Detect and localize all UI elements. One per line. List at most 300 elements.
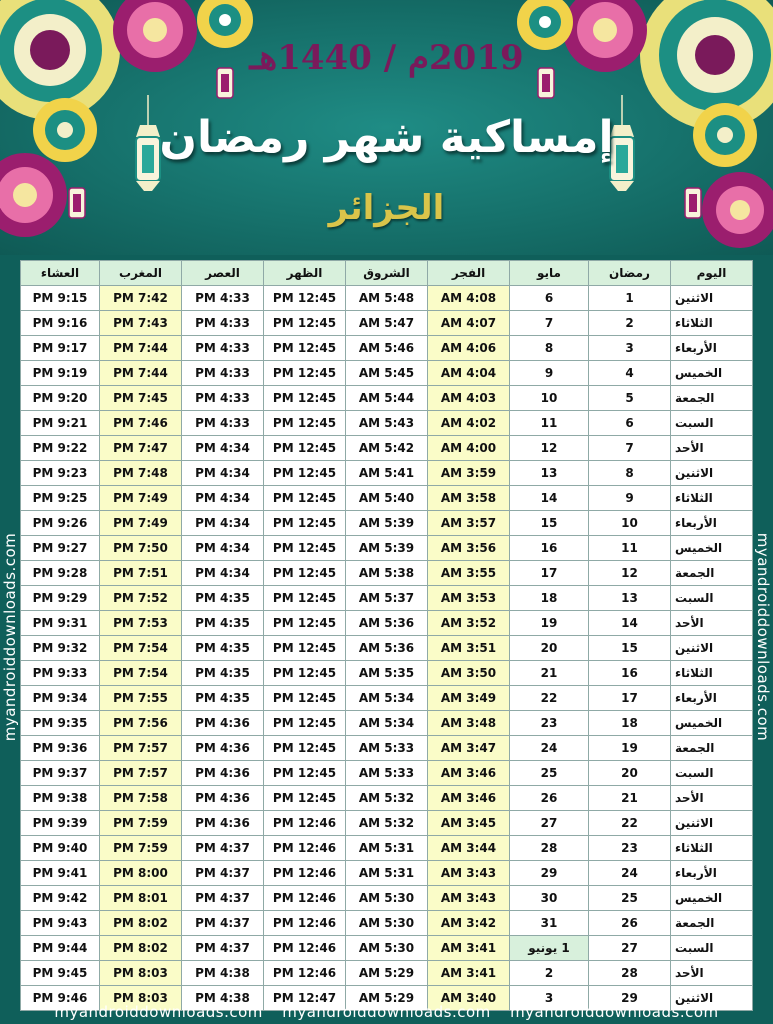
table-cell: 5:33 AM bbox=[346, 761, 428, 786]
table-cell: 10 bbox=[510, 386, 589, 411]
table-cell: 4:37 PM bbox=[182, 936, 264, 961]
table-cell: 9:46 PM bbox=[21, 986, 100, 1011]
table-cell: 7:57 PM bbox=[100, 736, 182, 761]
table-cell: 9:22 PM bbox=[21, 436, 100, 461]
table-cell: 20 bbox=[589, 761, 671, 786]
table-row bbox=[21, 761, 753, 786]
column-header: الظهر bbox=[264, 261, 346, 286]
table-cell: 9:40 PM bbox=[21, 836, 100, 861]
table-cell: 12:45 PM bbox=[264, 736, 346, 761]
table-cell: 5:30 AM bbox=[346, 886, 428, 911]
table-cell: 5 bbox=[589, 386, 671, 411]
table-cell: 8:01 PM bbox=[100, 886, 182, 911]
table-cell: 9:21 PM bbox=[21, 411, 100, 436]
table-cell: 4:33 PM bbox=[182, 311, 264, 336]
table-cell: 12:45 PM bbox=[264, 636, 346, 661]
table-row bbox=[21, 911, 753, 936]
table-cell: 14 bbox=[589, 611, 671, 636]
table-cell: 28 bbox=[589, 961, 671, 986]
table-row bbox=[21, 661, 753, 686]
table-cell: 12:45 PM bbox=[264, 511, 346, 536]
table-cell: 9 bbox=[510, 361, 589, 386]
table-cell: الأربعاء bbox=[671, 336, 753, 361]
table-cell: 5:36 AM bbox=[346, 611, 428, 636]
table-row bbox=[21, 736, 753, 761]
table-cell: 30 bbox=[510, 886, 589, 911]
table-cell: 3:43 AM bbox=[428, 886, 510, 911]
table-cell: 4:04 AM bbox=[428, 361, 510, 386]
table-cell: 11 bbox=[589, 536, 671, 561]
table-row bbox=[21, 286, 753, 311]
table-cell: 9:28 PM bbox=[21, 561, 100, 586]
table-cell: 3:41 AM bbox=[428, 961, 510, 986]
table-cell: 7:49 PM bbox=[100, 486, 182, 511]
table-cell: 5:40 AM bbox=[346, 486, 428, 511]
imsakia-table bbox=[20, 260, 753, 1011]
table-cell: 12:45 PM bbox=[264, 536, 346, 561]
table-cell: 27 bbox=[510, 811, 589, 836]
table-cell: 4:33 PM bbox=[182, 411, 264, 436]
table-cell: 4:34 PM bbox=[182, 436, 264, 461]
table-row bbox=[21, 311, 753, 336]
table-cell: 4:37 PM bbox=[182, 861, 264, 886]
table-cell: 5:33 AM bbox=[346, 736, 428, 761]
table-cell: 3:55 AM bbox=[428, 561, 510, 586]
table-cell: 4:33 PM bbox=[182, 361, 264, 386]
table-cell: الخميس bbox=[671, 886, 753, 911]
table-cell: 5:39 AM bbox=[346, 511, 428, 536]
page-title: إمساكية شهر رمضان bbox=[159, 112, 614, 163]
table-cell: 7:59 PM bbox=[100, 811, 182, 836]
table-cell: 4:35 PM bbox=[182, 636, 264, 661]
footer-watermark bbox=[0, 1003, 773, 1024]
table-cell: 23 bbox=[589, 836, 671, 861]
table-cell: 7:47 PM bbox=[100, 436, 182, 461]
table-cell: الخميس bbox=[671, 711, 753, 736]
table-cell: 7 bbox=[510, 311, 589, 336]
table-cell: 9:15 PM bbox=[21, 286, 100, 311]
table-cell: 12:45 PM bbox=[264, 661, 346, 686]
table-cell: 16 bbox=[510, 536, 589, 561]
table-cell: الأحد bbox=[671, 786, 753, 811]
table-cell: 3:46 AM bbox=[428, 761, 510, 786]
table-cell: 8:03 PM bbox=[100, 986, 182, 1011]
table-cell: 7:44 PM bbox=[100, 336, 182, 361]
right-watermark bbox=[753, 262, 773, 1012]
table-cell: 24 bbox=[589, 861, 671, 886]
table-cell: الجمعة bbox=[671, 386, 753, 411]
table-cell: 12:47 PM bbox=[264, 986, 346, 1011]
table-cell: 3:50 AM bbox=[428, 661, 510, 686]
table-row bbox=[21, 486, 753, 511]
table-cell: 12:45 PM bbox=[264, 486, 346, 511]
table-cell: 12:45 PM bbox=[264, 411, 346, 436]
table-cell: 5:39 AM bbox=[346, 536, 428, 561]
table-cell: 8:03 PM bbox=[100, 961, 182, 986]
table-cell: 9:43 PM bbox=[21, 911, 100, 936]
table-cell: 4:37 PM bbox=[182, 911, 264, 936]
table-row bbox=[21, 686, 753, 711]
table-cell: 9:16 PM bbox=[21, 311, 100, 336]
column-header: العصر bbox=[182, 261, 264, 286]
table-cell: 7:49 PM bbox=[100, 511, 182, 536]
table-cell: 5:44 AM bbox=[346, 386, 428, 411]
table-cell: 12:46 PM bbox=[264, 886, 346, 911]
table-cell: 12:45 PM bbox=[264, 436, 346, 461]
table-cell: 4:37 PM bbox=[182, 886, 264, 911]
table-cell: 9:35 PM bbox=[21, 711, 100, 736]
table-cell: 7:56 PM bbox=[100, 711, 182, 736]
table-row bbox=[21, 336, 753, 361]
table-cell: 1 bbox=[589, 286, 671, 311]
table-cell: 4:36 PM bbox=[182, 711, 264, 736]
table-cell: 12:45 PM bbox=[264, 311, 346, 336]
table-cell: 3:59 AM bbox=[428, 461, 510, 486]
table-cell: 9:31 PM bbox=[21, 611, 100, 636]
table-cell: 24 bbox=[510, 736, 589, 761]
table-cell: 12:46 PM bbox=[264, 861, 346, 886]
table-cell: 7:53 PM bbox=[100, 611, 182, 636]
table-cell: 7:48 PM bbox=[100, 461, 182, 486]
table-cell: 4:34 PM bbox=[182, 536, 264, 561]
table-cell: 9:37 PM bbox=[21, 761, 100, 786]
table-cell: 5:31 AM bbox=[346, 836, 428, 861]
table-cell: 6 bbox=[510, 286, 589, 311]
table-cell: 4:06 AM bbox=[428, 336, 510, 361]
table-cell: 4:34 PM bbox=[182, 511, 264, 536]
table-cell: 8:00 PM bbox=[100, 861, 182, 886]
table-cell: 9:44 PM bbox=[21, 936, 100, 961]
table-cell: 10 bbox=[589, 511, 671, 536]
table-cell: 5:47 AM bbox=[346, 311, 428, 336]
table-cell: 13 bbox=[589, 586, 671, 611]
table-cell: السبت bbox=[671, 411, 753, 436]
table-cell: 22 bbox=[589, 811, 671, 836]
table-row bbox=[21, 511, 753, 536]
table-cell: 9:36 PM bbox=[21, 736, 100, 761]
table-cell: 4:03 AM bbox=[428, 386, 510, 411]
table-cell: 21 bbox=[510, 661, 589, 686]
table-cell: 5:32 AM bbox=[346, 786, 428, 811]
table-cell: 16 bbox=[589, 661, 671, 686]
table-cell: 1 يونيو bbox=[510, 936, 589, 961]
table-cell: 4:36 PM bbox=[182, 811, 264, 836]
table-cell: الأحد bbox=[671, 611, 753, 636]
table-cell: السبت bbox=[671, 586, 753, 611]
table-cell: 12:45 PM bbox=[264, 761, 346, 786]
table-cell: 2 bbox=[510, 961, 589, 986]
table-cell: 4:33 PM bbox=[182, 286, 264, 311]
table-cell: 4:02 AM bbox=[428, 411, 510, 436]
table-cell: 9:34 PM bbox=[21, 686, 100, 711]
schedule-table-wrapper bbox=[20, 260, 753, 1010]
table-cell: 5:41 AM bbox=[346, 461, 428, 486]
table-cell: 12:45 PM bbox=[264, 686, 346, 711]
table-cell: 27 bbox=[589, 936, 671, 961]
table-cell: الاثنين bbox=[671, 286, 753, 311]
table-cell: 3:58 AM bbox=[428, 486, 510, 511]
table-cell: 12:45 PM bbox=[264, 336, 346, 361]
table-row bbox=[21, 936, 753, 961]
table-cell: 9:25 PM bbox=[21, 486, 100, 511]
table-cell: 5:32 AM bbox=[346, 811, 428, 836]
table-cell: 7:58 PM bbox=[100, 786, 182, 811]
table-row bbox=[21, 611, 753, 636]
table-cell: 7:51 PM bbox=[100, 561, 182, 586]
table-cell: الأربعاء bbox=[671, 686, 753, 711]
table-cell: الأربعاء bbox=[671, 511, 753, 536]
table-cell: 5:48 AM bbox=[346, 286, 428, 311]
table-cell: 8 bbox=[589, 461, 671, 486]
table-cell: 7:45 PM bbox=[100, 386, 182, 411]
left-watermark bbox=[0, 262, 20, 1012]
table-cell: 4:35 PM bbox=[182, 686, 264, 711]
table-cell: 17 bbox=[510, 561, 589, 586]
table-cell: 26 bbox=[510, 786, 589, 811]
table-cell: الاثنين bbox=[671, 811, 753, 836]
column-header: الفجر bbox=[428, 261, 510, 286]
table-cell: 12:46 PM bbox=[264, 911, 346, 936]
table-cell: 3:57 AM bbox=[428, 511, 510, 536]
table-cell: 12:46 PM bbox=[264, 836, 346, 861]
watermark-text: myandroiddownloads.com bbox=[1, 532, 19, 742]
table-cell: 4:35 PM bbox=[182, 586, 264, 611]
table-cell: 4:07 AM bbox=[428, 311, 510, 336]
table-cell: 3:43 AM bbox=[428, 861, 510, 886]
table-cell: 2 bbox=[589, 311, 671, 336]
column-header: العشاء bbox=[21, 261, 100, 286]
table-cell: 9:27 PM bbox=[21, 536, 100, 561]
table-cell: 12:45 PM bbox=[264, 611, 346, 636]
table-cell: 12:46 PM bbox=[264, 811, 346, 836]
table-cell: 7:57 PM bbox=[100, 761, 182, 786]
table-cell: 13 bbox=[510, 461, 589, 486]
table-cell: الأربعاء bbox=[671, 861, 753, 886]
table-cell: 9:23 PM bbox=[21, 461, 100, 486]
table-cell: 3:52 AM bbox=[428, 611, 510, 636]
table-row bbox=[21, 711, 753, 736]
table-cell: 29 bbox=[510, 861, 589, 886]
table-cell: 9:17 PM bbox=[21, 336, 100, 361]
table-cell: الاثنين bbox=[671, 461, 753, 486]
table-cell: 31 bbox=[510, 911, 589, 936]
table-cell: الأحد bbox=[671, 436, 753, 461]
table-cell: 23 bbox=[510, 711, 589, 736]
table-cell: 14 bbox=[510, 486, 589, 511]
table-row bbox=[21, 386, 753, 411]
table-cell: 4:35 PM bbox=[182, 661, 264, 686]
table-row bbox=[21, 961, 753, 986]
table-cell: 5:38 AM bbox=[346, 561, 428, 586]
table-cell: 7:42 PM bbox=[100, 286, 182, 311]
table-cell: 4:00 AM bbox=[428, 436, 510, 461]
table-cell: 7:52 PM bbox=[100, 586, 182, 611]
table-cell: 11 bbox=[510, 411, 589, 436]
table-row bbox=[21, 461, 753, 486]
table-cell: الاثنين bbox=[671, 636, 753, 661]
table-cell: 4:34 PM bbox=[182, 561, 264, 586]
table-cell: 22 bbox=[510, 686, 589, 711]
table-cell: 8:02 PM bbox=[100, 911, 182, 936]
table-cell: 18 bbox=[510, 586, 589, 611]
table-cell: 5:35 AM bbox=[346, 661, 428, 686]
table-cell: 7:44 PM bbox=[100, 361, 182, 386]
table-cell: 3:42 AM bbox=[428, 911, 510, 936]
table-cell: 5:30 AM bbox=[346, 936, 428, 961]
table-cell: 18 bbox=[589, 711, 671, 736]
table-cell: الأحد bbox=[671, 961, 753, 986]
table-cell: 5:42 AM bbox=[346, 436, 428, 461]
table-cell: 12:45 PM bbox=[264, 711, 346, 736]
table-cell: الجمعة bbox=[671, 911, 753, 936]
table-cell: 21 bbox=[589, 786, 671, 811]
table-cell: 3:46 AM bbox=[428, 786, 510, 811]
table-cell: 5:31 AM bbox=[346, 861, 428, 886]
table-cell: 3:41 AM bbox=[428, 936, 510, 961]
table-cell: 8:02 PM bbox=[100, 936, 182, 961]
country-name: الجزائر bbox=[328, 188, 445, 228]
table-cell: 26 bbox=[589, 911, 671, 936]
table-row bbox=[21, 786, 753, 811]
table-cell: 12:46 PM bbox=[264, 961, 346, 986]
table-row bbox=[21, 536, 753, 561]
table-cell: 12 bbox=[589, 561, 671, 586]
table-cell: 20 bbox=[510, 636, 589, 661]
table-cell: 9:20 PM bbox=[21, 386, 100, 411]
table-cell: 3:56 AM bbox=[428, 536, 510, 561]
table-cell: 5:34 AM bbox=[346, 711, 428, 736]
table-row bbox=[21, 361, 753, 386]
table-cell: 12:45 PM bbox=[264, 786, 346, 811]
table-cell: 7:55 PM bbox=[100, 686, 182, 711]
table-cell: 5:30 AM bbox=[346, 911, 428, 936]
table-cell: 3:45 AM bbox=[428, 811, 510, 836]
table-cell: 5:34 AM bbox=[346, 686, 428, 711]
table-cell: الجمعة bbox=[671, 736, 753, 761]
table-cell: 9:19 PM bbox=[21, 361, 100, 386]
table-cell: 7:59 PM bbox=[100, 836, 182, 861]
table-cell: 3:53 AM bbox=[428, 586, 510, 611]
table-cell: 4:34 PM bbox=[182, 461, 264, 486]
table-cell: 7 bbox=[589, 436, 671, 461]
footer-link: myandroiddownloads.com bbox=[282, 1003, 491, 1021]
column-header: الشروق bbox=[346, 261, 428, 286]
table-cell: الثلاثاء bbox=[671, 836, 753, 861]
table-row bbox=[21, 636, 753, 661]
table-cell: 7:46 PM bbox=[100, 411, 182, 436]
table-cell: 15 bbox=[589, 636, 671, 661]
table-cell: 12:45 PM bbox=[264, 586, 346, 611]
table-row bbox=[21, 436, 753, 461]
table-cell: 5:46 AM bbox=[346, 336, 428, 361]
table-row bbox=[21, 886, 753, 911]
table-cell: 19 bbox=[589, 736, 671, 761]
table-cell: 3:40 AM bbox=[428, 986, 510, 1011]
table-cell: 19 bbox=[510, 611, 589, 636]
year-heading: 2019م / 1440هـ bbox=[249, 38, 524, 78]
table-cell: 12:45 PM bbox=[264, 386, 346, 411]
table-cell: 5:29 AM bbox=[346, 961, 428, 986]
table-cell: 3:51 AM bbox=[428, 636, 510, 661]
table-cell: 12:45 PM bbox=[264, 461, 346, 486]
table-cell: 9:32 PM bbox=[21, 636, 100, 661]
table-cell: 7:54 PM bbox=[100, 636, 182, 661]
table-cell: 28 bbox=[510, 836, 589, 861]
table-cell: الجمعة bbox=[671, 561, 753, 586]
table-cell: 17 bbox=[589, 686, 671, 711]
table-cell: 12:46 PM bbox=[264, 936, 346, 961]
column-header: رمضان bbox=[589, 261, 671, 286]
table-cell: 3:47 AM bbox=[428, 736, 510, 761]
table-cell: 7:54 PM bbox=[100, 661, 182, 686]
header-banner bbox=[0, 0, 773, 255]
table-cell: 4 bbox=[589, 361, 671, 386]
table-header-row bbox=[21, 261, 753, 286]
table-cell: 3:49 AM bbox=[428, 686, 510, 711]
table-cell: 9:33 PM bbox=[21, 661, 100, 686]
footer-link: myandroiddownloads.com bbox=[54, 1003, 263, 1021]
table-cell: الخميس bbox=[671, 536, 753, 561]
table-cell: 5:43 AM bbox=[346, 411, 428, 436]
table-cell: الخميس bbox=[671, 361, 753, 386]
table-cell: 8 bbox=[510, 336, 589, 361]
table-cell: 9:29 PM bbox=[21, 586, 100, 611]
table-cell: 5:29 AM bbox=[346, 986, 428, 1011]
table-cell: 7:50 PM bbox=[100, 536, 182, 561]
table-cell: 4:33 PM bbox=[182, 386, 264, 411]
table-cell: 29 bbox=[589, 986, 671, 1011]
table-cell: 6 bbox=[589, 411, 671, 436]
table-cell: السبت bbox=[671, 936, 753, 961]
table-cell: 9:42 PM bbox=[21, 886, 100, 911]
table-cell: 7:43 PM bbox=[100, 311, 182, 336]
table-cell: 4:33 PM bbox=[182, 336, 264, 361]
table-cell: 9:26 PM bbox=[21, 511, 100, 536]
table-row bbox=[21, 836, 753, 861]
table-cell: الثلاثاء bbox=[671, 661, 753, 686]
table-cell: 25 bbox=[510, 761, 589, 786]
table-cell: 4:36 PM bbox=[182, 786, 264, 811]
table-cell: 9:39 PM bbox=[21, 811, 100, 836]
table-cell: 4:36 PM bbox=[182, 736, 264, 761]
table-cell: السبت bbox=[671, 761, 753, 786]
table-cell: 3 bbox=[589, 336, 671, 361]
table-cell: 4:37 PM bbox=[182, 836, 264, 861]
table-cell: 5:45 AM bbox=[346, 361, 428, 386]
table-cell: 3:48 AM bbox=[428, 711, 510, 736]
table-cell: 12:45 PM bbox=[264, 286, 346, 311]
table-row bbox=[21, 811, 753, 836]
table-cell: 12:45 PM bbox=[264, 361, 346, 386]
table-cell: 4:38 PM bbox=[182, 961, 264, 986]
table-cell: 15 bbox=[510, 511, 589, 536]
table-cell: 4:36 PM bbox=[182, 761, 264, 786]
table-row bbox=[21, 586, 753, 611]
table-cell: 5:37 AM bbox=[346, 586, 428, 611]
table-cell: 4:08 AM bbox=[428, 286, 510, 311]
column-header: اليوم bbox=[671, 261, 753, 286]
table-cell: 4:38 PM bbox=[182, 986, 264, 1011]
table-cell: الثلاثاء bbox=[671, 486, 753, 511]
table-row bbox=[21, 861, 753, 886]
table-cell: 9:45 PM bbox=[21, 961, 100, 986]
table-cell: 3 bbox=[510, 986, 589, 1011]
table-cell: 12:45 PM bbox=[264, 561, 346, 586]
table-cell: 25 bbox=[589, 886, 671, 911]
column-header: المغرب bbox=[100, 261, 182, 286]
table-cell: 9 bbox=[589, 486, 671, 511]
watermark-text: myandroiddownloads.com bbox=[754, 532, 772, 742]
